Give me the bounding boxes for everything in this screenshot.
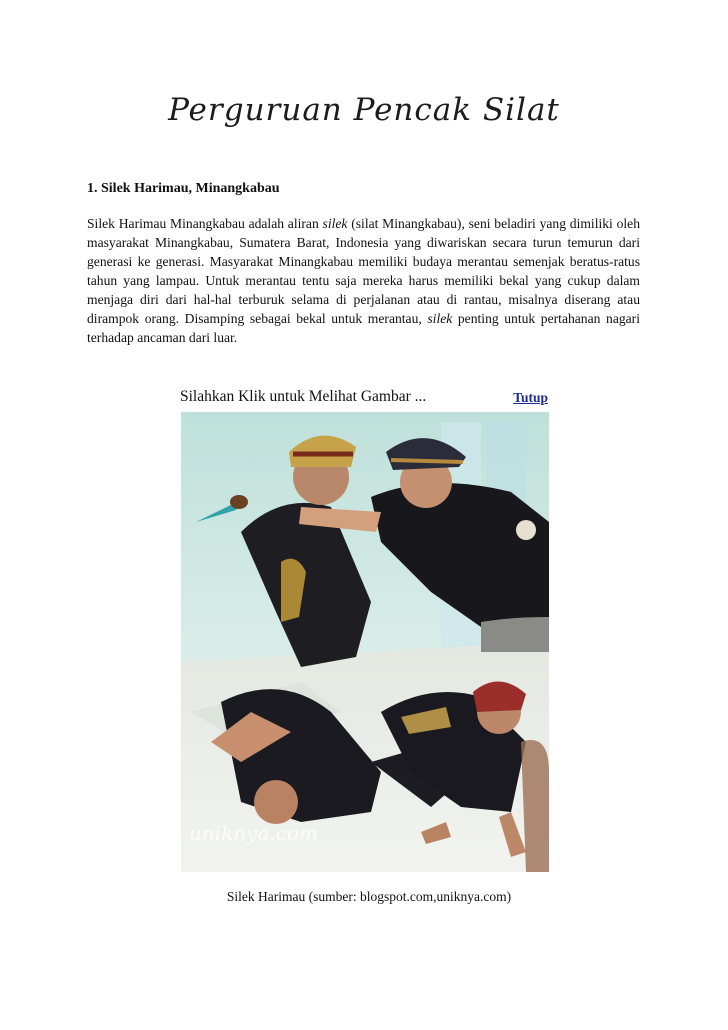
paragraph-text-3: penting untuk pertahanan nagari terhadap ancaman dari luar. [87,311,640,345]
paragraph-emphasis-1: silek [322,216,348,231]
page-title: Perguruan Pencak Silat [168,92,560,128]
view-image-prompt[interactable]: Silahkan Klik untuk Melihat Gambar ... [180,388,427,405]
close-link[interactable]: Tutup [513,390,548,405]
photo-watermark: uniknya.com [189,821,318,845]
silek-photo[interactable] [181,412,549,872]
paragraph-text-1: Silek Harimau Minangkabau adalah aliran [87,216,323,231]
body-paragraph [87,214,640,347]
section-heading: 1. Silek Harimau, Minangkabau [87,181,280,196]
paragraph-emphasis-2: silek [427,311,453,326]
image-viewer-bar [180,388,550,412]
paragraph-text-2: (silat Minangkabau), seni beladiri yang dimiliki oleh masyarakat Minangkabau, Sumatera Barat, Indonesia yang diwariskan secara turun temurun dari generasi ke generasi. Masyarakat Minangkabau memiliki budaya merantau semenjak beratus-ratus tahun yang lampau. Untuk merantau tentu saja mereka harus memiliki bekal yang cukup dalam menjaga diri dari hal-hal terburuk selama di perjalanan atau di rantau, misalnya diserang atau dirampok orang. Disamping sebagai bekal untuk merantau, [87,216,641,326]
photo-caption: Silek Harimau (sumber: blogspot.com,uniknya.com) [226,889,512,904]
photo-illustration [181,412,549,872]
